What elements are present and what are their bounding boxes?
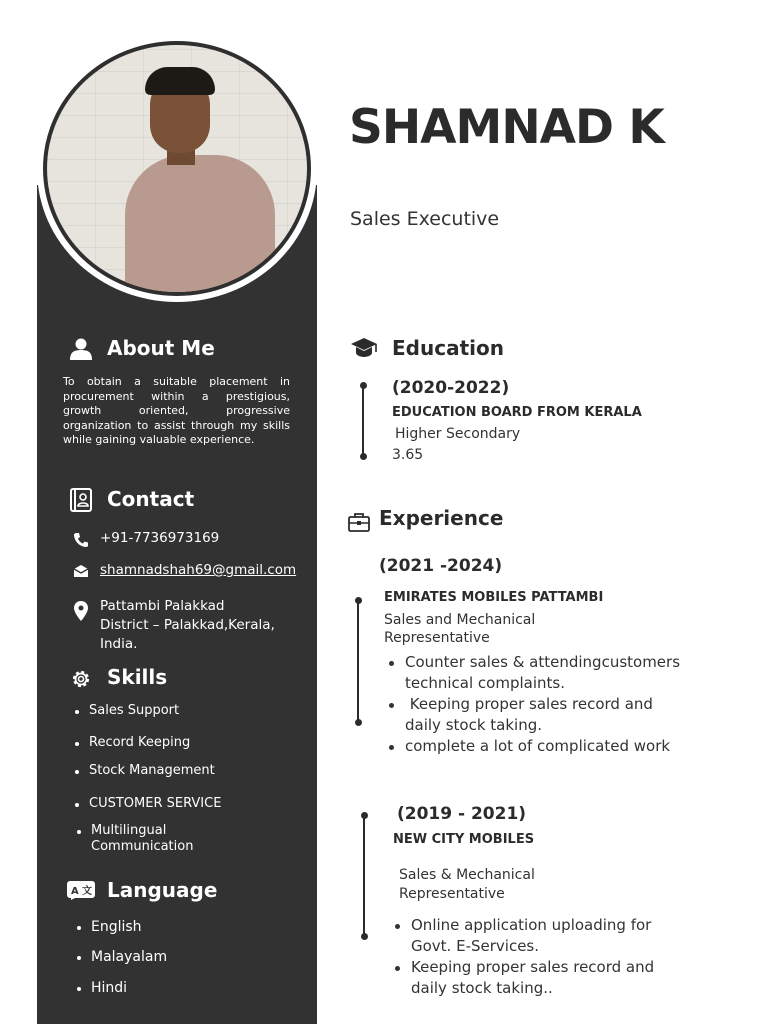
education-years: (2020-2022) <box>392 378 510 398</box>
job-role: Sales Executive <box>350 208 500 230</box>
skill-item: Sales Support <box>89 703 180 718</box>
skill-item: Multilingual <box>91 823 167 838</box>
svg-text:A: A <box>71 886 79 897</box>
job-title-line-2: Representative <box>399 886 505 902</box>
job-title-line-2: Representative <box>384 630 490 646</box>
job-bullet <box>389 745 394 750</box>
job-years: (2019 - 2021) <box>397 804 527 824</box>
skill-item: Stock Management <box>89 763 215 778</box>
education-heading: Education <box>392 336 504 360</box>
job-org: NEW CITY MOBILES <box>393 832 535 847</box>
about-text: To obtain a suitable placement in procurement within a prestigious, growth oriented, progressive organization to assist through my skills while gaining valuable experience. <box>63 375 290 446</box>
contact-heading: Contact <box>107 487 195 511</box>
timeline-line <box>363 815 365 937</box>
gear-icon <box>69 667 93 691</box>
job-title-line-1: Sales and Mechanical <box>384 612 536 628</box>
job-bullet-text: Online application uploading for <box>411 916 652 934</box>
timeline-dot <box>355 719 362 726</box>
photo-person-hair <box>145 67 215 95</box>
person-icon <box>68 337 94 361</box>
translate-icon <box>67 880 95 902</box>
photo-person-shirt <box>125 155 275 292</box>
job-org: EMIRATES MOBILES PATTAMBI <box>384 590 604 605</box>
svg-text:文: 文 <box>82 886 92 897</box>
language-bullet <box>77 956 81 960</box>
education-score: 3.65 <box>392 447 424 463</box>
profile-photo <box>43 41 311 296</box>
skill-bullet <box>75 710 79 714</box>
education-level: Higher Secondary <box>395 426 521 442</box>
skill-bullet <box>75 803 79 807</box>
job-bullet <box>395 924 400 929</box>
language-item: English <box>91 919 142 935</box>
skill-bullet <box>75 770 79 774</box>
email-address[interactable]: shamnadshah69@gmail.com <box>100 562 297 578</box>
job-bullet-text: daily stock taking. <box>405 716 542 734</box>
job-bullet-text: complete a lot of complicated work <box>405 737 671 755</box>
address-line-3: India. <box>100 636 138 652</box>
language-heading: Language <box>107 878 218 902</box>
about-heading: About Me <box>107 336 215 360</box>
timeline-line <box>357 600 359 722</box>
language-bullet <box>77 926 81 930</box>
skill-item: CUSTOMER SERVICE <box>89 796 222 811</box>
job-bullet <box>389 661 394 666</box>
job-bullet-text: daily stock taking.. <box>411 979 553 997</box>
address-line-1: Pattambi Palakkad <box>100 598 225 614</box>
experience-heading: Experience <box>379 506 504 530</box>
full-name: SHAMNAD K <box>349 100 664 155</box>
job-title-line-1: Sales & Mechanical <box>399 867 535 883</box>
skills-heading: Skills <box>107 665 168 689</box>
contact-book-icon <box>69 488 93 512</box>
job-bullet-text: technical complaints. <box>405 674 565 692</box>
address-line-2: District – Palakkad,Kerala, <box>100 617 275 633</box>
job-bullet <box>389 703 394 708</box>
job-bullet-text: Govt. E-Services. <box>411 937 540 955</box>
language-item: Hindi <box>91 980 128 996</box>
skill-bullet <box>75 742 79 746</box>
location-pin-icon <box>73 600 89 622</box>
timeline-dot <box>360 453 367 460</box>
language-item: Malayalam <box>91 949 168 965</box>
job-bullet <box>395 966 400 971</box>
timeline-dot <box>361 933 368 940</box>
job-bullet-text: Keeping proper sales record and <box>405 695 653 713</box>
job-bullet-text: Keeping proper sales record and <box>411 958 655 976</box>
job-years: (2021 -2024) <box>379 556 503 576</box>
skill-item: Record Keeping <box>89 735 191 750</box>
job-bullet-text: Counter sales & attendingcustomers <box>405 653 681 671</box>
photo-background <box>47 45 307 292</box>
briefcase-icon <box>348 512 370 536</box>
envelope-icon <box>72 563 90 579</box>
phone-number: +91-7736973169 <box>100 530 220 546</box>
graduation-cap-icon <box>350 337 378 363</box>
skill-item: Communication <box>91 839 194 854</box>
email-link[interactable] <box>100 562 296 578</box>
phone-icon <box>72 531 90 549</box>
education-org: EDUCATION BOARD FROM KERALA <box>392 405 642 420</box>
timeline-line <box>362 385 364 457</box>
skill-bullet <box>77 830 81 834</box>
language-bullet <box>77 987 81 991</box>
